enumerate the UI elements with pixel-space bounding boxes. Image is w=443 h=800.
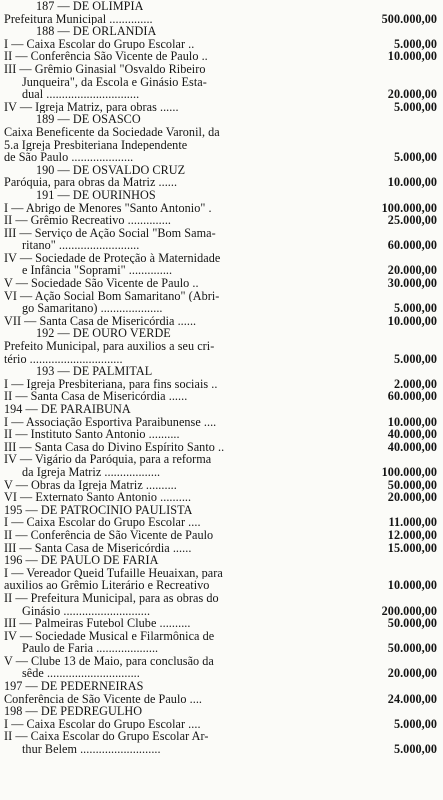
entry-text: IV — Sociedade de Proteção à Maternidade xyxy=(4,251,221,265)
entry-text: II — Santa Casa de Misericórdia ...... xyxy=(4,390,188,403)
entry-amount: 500.000,00 xyxy=(381,11,437,26)
entry-amount: 10.000,00 xyxy=(387,578,437,593)
entry-text: de São Paulo .................... xyxy=(4,151,134,164)
entry-text: V — Obras da Igreja Matriz .......... xyxy=(4,478,177,492)
entry-line xyxy=(4,390,437,403)
entry-text: I — Caixa Escolar do Grupo Escolar .. xyxy=(4,37,195,51)
entry-amount: 10.000,00 xyxy=(387,49,437,64)
section-heading xyxy=(4,113,437,126)
entry-text: IV — Sociedade Musical e Filarmônica de xyxy=(4,629,215,643)
entry-line xyxy=(4,617,437,630)
entry-text: VI — Externato Santo Antonio .......... xyxy=(4,491,192,504)
entry-line xyxy=(4,50,437,63)
entry-amount: 20.000,00 xyxy=(387,666,437,681)
entry-amount: 10.000,00 xyxy=(387,414,437,429)
entry-amount: 40.000,00 xyxy=(387,427,437,442)
entry-text: II — Prefeitura Municipal, para as obras do xyxy=(4,591,219,605)
entry-text: IV — Igreja Matriz, para obras ...... xyxy=(4,100,179,114)
entry-amount: 2.000,00 xyxy=(393,376,437,391)
entry-amount: 60.000,00 xyxy=(387,238,437,253)
entry-text: 191 — DE OURINHOS xyxy=(36,188,156,202)
section-heading xyxy=(4,504,437,517)
entry-text: III — Grêmio Ginasial "Osvaldo Ribeiro xyxy=(4,62,206,76)
entry-amount: 200.000,00 xyxy=(381,603,437,618)
entry-text: I — Caixa Escolar do Grupo Escolar .... xyxy=(4,717,201,731)
entry-amount: 30.000,00 xyxy=(387,276,437,291)
entry-continuation xyxy=(4,667,437,680)
entry-line xyxy=(4,542,437,555)
entry-text: II — Conferência São Vicente de Paulo .. xyxy=(4,50,208,63)
entry-line xyxy=(4,529,437,542)
entry-amount: 20.000,00 xyxy=(387,87,437,102)
entry-text: 195 — DE PATROCINIO PAULISTA xyxy=(4,503,193,517)
entry-text: IV — Vigário da Paróquia, para a reforma xyxy=(4,453,212,466)
section-heading xyxy=(4,0,437,13)
entry-amount: 40.000,00 xyxy=(387,439,437,454)
entry-text: 193 — DE PALMITAL xyxy=(36,365,153,378)
entry-text: 196 — DE PAULO DE FARIA xyxy=(4,554,159,567)
entry-amount: 5.000,00 xyxy=(393,36,437,51)
entry-text: go Samaritano) .................... xyxy=(22,302,163,315)
entry-line xyxy=(4,479,437,492)
entry-amount: 5.000,00 xyxy=(393,99,437,114)
entry-line xyxy=(4,730,437,743)
entry-text: 189 — DE OSASCO xyxy=(36,113,141,126)
entry-continuation xyxy=(4,743,437,756)
entry-continuation xyxy=(4,88,437,101)
entry-text: e Infância "Soprami" .............. xyxy=(22,264,173,278)
entry-text: sêde .............................. xyxy=(22,667,140,681)
entry-line xyxy=(4,139,437,152)
entry-amount: 15.000,00 xyxy=(387,540,437,555)
entry-text: V — Sociedade São Vicente de Paulo .. xyxy=(4,277,199,290)
entry-amount: 24.000,00 xyxy=(387,691,437,706)
entry-amount: 20.000,00 xyxy=(387,490,437,505)
entry-text: Junqueira", da Escola e Ginásio Esta- xyxy=(22,75,207,89)
entry-line xyxy=(4,491,437,504)
entry-continuation xyxy=(4,76,437,89)
entry-text: Ginásio ............................ xyxy=(22,604,151,618)
section-heading xyxy=(4,189,437,202)
entry-text: thur Belem .......................... xyxy=(22,743,161,756)
entry-continuation xyxy=(4,302,437,315)
entry-text: VI — Ação Social Bom Samaritano" (Abri- xyxy=(4,289,220,303)
entry-line xyxy=(4,428,437,441)
entry-amount: 5.000,00 xyxy=(393,351,437,366)
entry-line xyxy=(4,655,437,668)
entry-text: I — Igreja Presbiteriana, para fins sociais .. xyxy=(4,377,218,391)
entry-text: V — Clube 13 de Maio, para conclusão da xyxy=(4,654,214,668)
section-heading xyxy=(4,554,437,567)
entry-line xyxy=(4,63,437,76)
entry-text: Paulo de Faria .................... xyxy=(22,642,159,655)
entry-line xyxy=(4,579,437,592)
entry-text: Conferência de São Vicente de Paulo .... xyxy=(4,692,203,706)
entry-text: I — Abrigo de Menores "Santo Antonio" . xyxy=(4,201,212,215)
entry-line xyxy=(4,567,437,580)
entry-text: VII — Santa Casa de Misericórdia ...... xyxy=(4,314,197,328)
entry-text: III — Palmeiras Futebol Clube .......... xyxy=(4,617,191,630)
entry-amount: 50.000,00 xyxy=(387,477,437,492)
entry-text: 5.a Igreja Presbiteriana Independente xyxy=(4,138,188,152)
section-heading xyxy=(4,365,437,378)
entry-text: Paróquia, para obras da Matriz ...... xyxy=(4,176,178,189)
entry-line xyxy=(4,290,437,303)
entry-text: da Igreja Matriz .................. xyxy=(22,465,161,479)
section-heading xyxy=(4,327,437,340)
entry-line xyxy=(4,176,437,189)
entry-text: 198 — DE PEDREGULHO xyxy=(4,705,143,718)
entry-amount: 5.000,00 xyxy=(393,301,437,316)
entry-line xyxy=(4,202,437,215)
entry-continuation xyxy=(4,264,437,277)
entry-line xyxy=(4,453,437,466)
section-heading xyxy=(4,705,437,718)
entry-line xyxy=(4,214,437,227)
section-heading xyxy=(4,403,437,416)
entry-amount: 5.000,00 xyxy=(393,150,437,165)
entry-line xyxy=(4,516,437,529)
entry-line xyxy=(4,693,437,706)
entry-text: auxilios ao Grêmio Literário e Recreativo xyxy=(4,579,210,592)
entry-text: III — Santa Casa do Divino Espírito Santo .. xyxy=(4,440,225,454)
entry-line xyxy=(4,151,437,164)
entry-text: III — Santa Casa de Misericórdia ...... xyxy=(4,541,192,555)
entry-amount: 5.000,00 xyxy=(393,716,437,731)
entry-text: II — Grêmio Recreativo .............. xyxy=(4,214,172,227)
entry-text: I — Caixa Escolar do Grupo Escolar .... xyxy=(4,516,201,529)
entry-continuation xyxy=(4,605,437,618)
entry-text: II — Conferência de São Vicente de Paulo xyxy=(4,528,214,542)
entry-line xyxy=(4,340,437,353)
entry-text: II — Caixa Escolar do Grupo Escolar Ar- xyxy=(4,730,209,744)
entry-text: I — Vereador Queid Tufaille Heuaixan, para xyxy=(4,566,223,580)
entry-text: II — Instituto Santo Antonio .......... xyxy=(4,428,180,441)
entry-line xyxy=(4,416,437,429)
entry-continuation xyxy=(4,642,437,655)
entry-line xyxy=(4,592,437,605)
entry-text: Caixa Beneficente da Sociedade Varonil, da xyxy=(4,125,220,139)
entry-text: 188 — DE ORLANDIA xyxy=(36,25,157,38)
entry-amount: 50.000,00 xyxy=(387,641,437,656)
entry-text: dual .............................. xyxy=(22,88,140,101)
entry-line xyxy=(4,441,437,454)
entry-line xyxy=(4,101,437,114)
entry-amount: 11.000,00 xyxy=(388,515,437,530)
entry-line xyxy=(4,718,437,731)
entry-amount: 100.000,00 xyxy=(381,200,437,215)
entry-amount: 50.000,00 xyxy=(387,616,437,631)
entry-amount: 10.000,00 xyxy=(387,313,437,328)
entry-text: 187 — DE OLIMPIA xyxy=(36,0,144,13)
entry-amount: 60.000,00 xyxy=(387,389,437,404)
entry-text: Prefeitura Municipal .............. xyxy=(4,12,153,26)
entry-amount: 10.000,00 xyxy=(387,175,437,190)
entry-amount: 25.000,00 xyxy=(387,213,437,228)
section-heading xyxy=(4,164,437,177)
entry-amount: 20.000,00 xyxy=(387,263,437,278)
entry-line xyxy=(4,126,437,139)
entry-continuation xyxy=(4,466,437,479)
entry-line xyxy=(4,13,437,26)
entry-text: 197 — DE PEDERNEIRAS xyxy=(4,680,144,693)
entry-line xyxy=(4,38,437,51)
entry-line xyxy=(4,353,437,366)
entry-text: III — Serviço de Ação Social "Bom Sama- xyxy=(4,226,216,240)
entry-text: tério .............................. xyxy=(4,352,123,366)
section-heading xyxy=(4,680,437,693)
section-heading xyxy=(4,25,437,38)
entry-line xyxy=(4,630,437,643)
entry-text: ritano" .......................... xyxy=(22,239,140,252)
entry-continuation xyxy=(4,239,437,252)
entry-line xyxy=(4,378,437,391)
entry-line xyxy=(4,227,437,240)
entry-text: 194 — DE PARAIBUNA xyxy=(4,403,131,416)
entry-text: 192 — DE OURO VERDE xyxy=(36,327,171,341)
entry-line xyxy=(4,315,437,328)
entry-line xyxy=(4,252,437,265)
entry-amount: 100.000,00 xyxy=(381,464,437,479)
entry-text: I — Associação Esportiva Paraibunense .... xyxy=(4,415,217,429)
entry-text: Prefeito Municipal, para auxilios a seu cri- xyxy=(4,340,215,353)
entry-line xyxy=(4,277,437,290)
entry-amount: 5.000,00 xyxy=(393,742,437,757)
entry-text: 190 — DE OSVALDO CRUZ xyxy=(36,163,186,177)
entry-amount: 12.000,00 xyxy=(387,527,437,542)
